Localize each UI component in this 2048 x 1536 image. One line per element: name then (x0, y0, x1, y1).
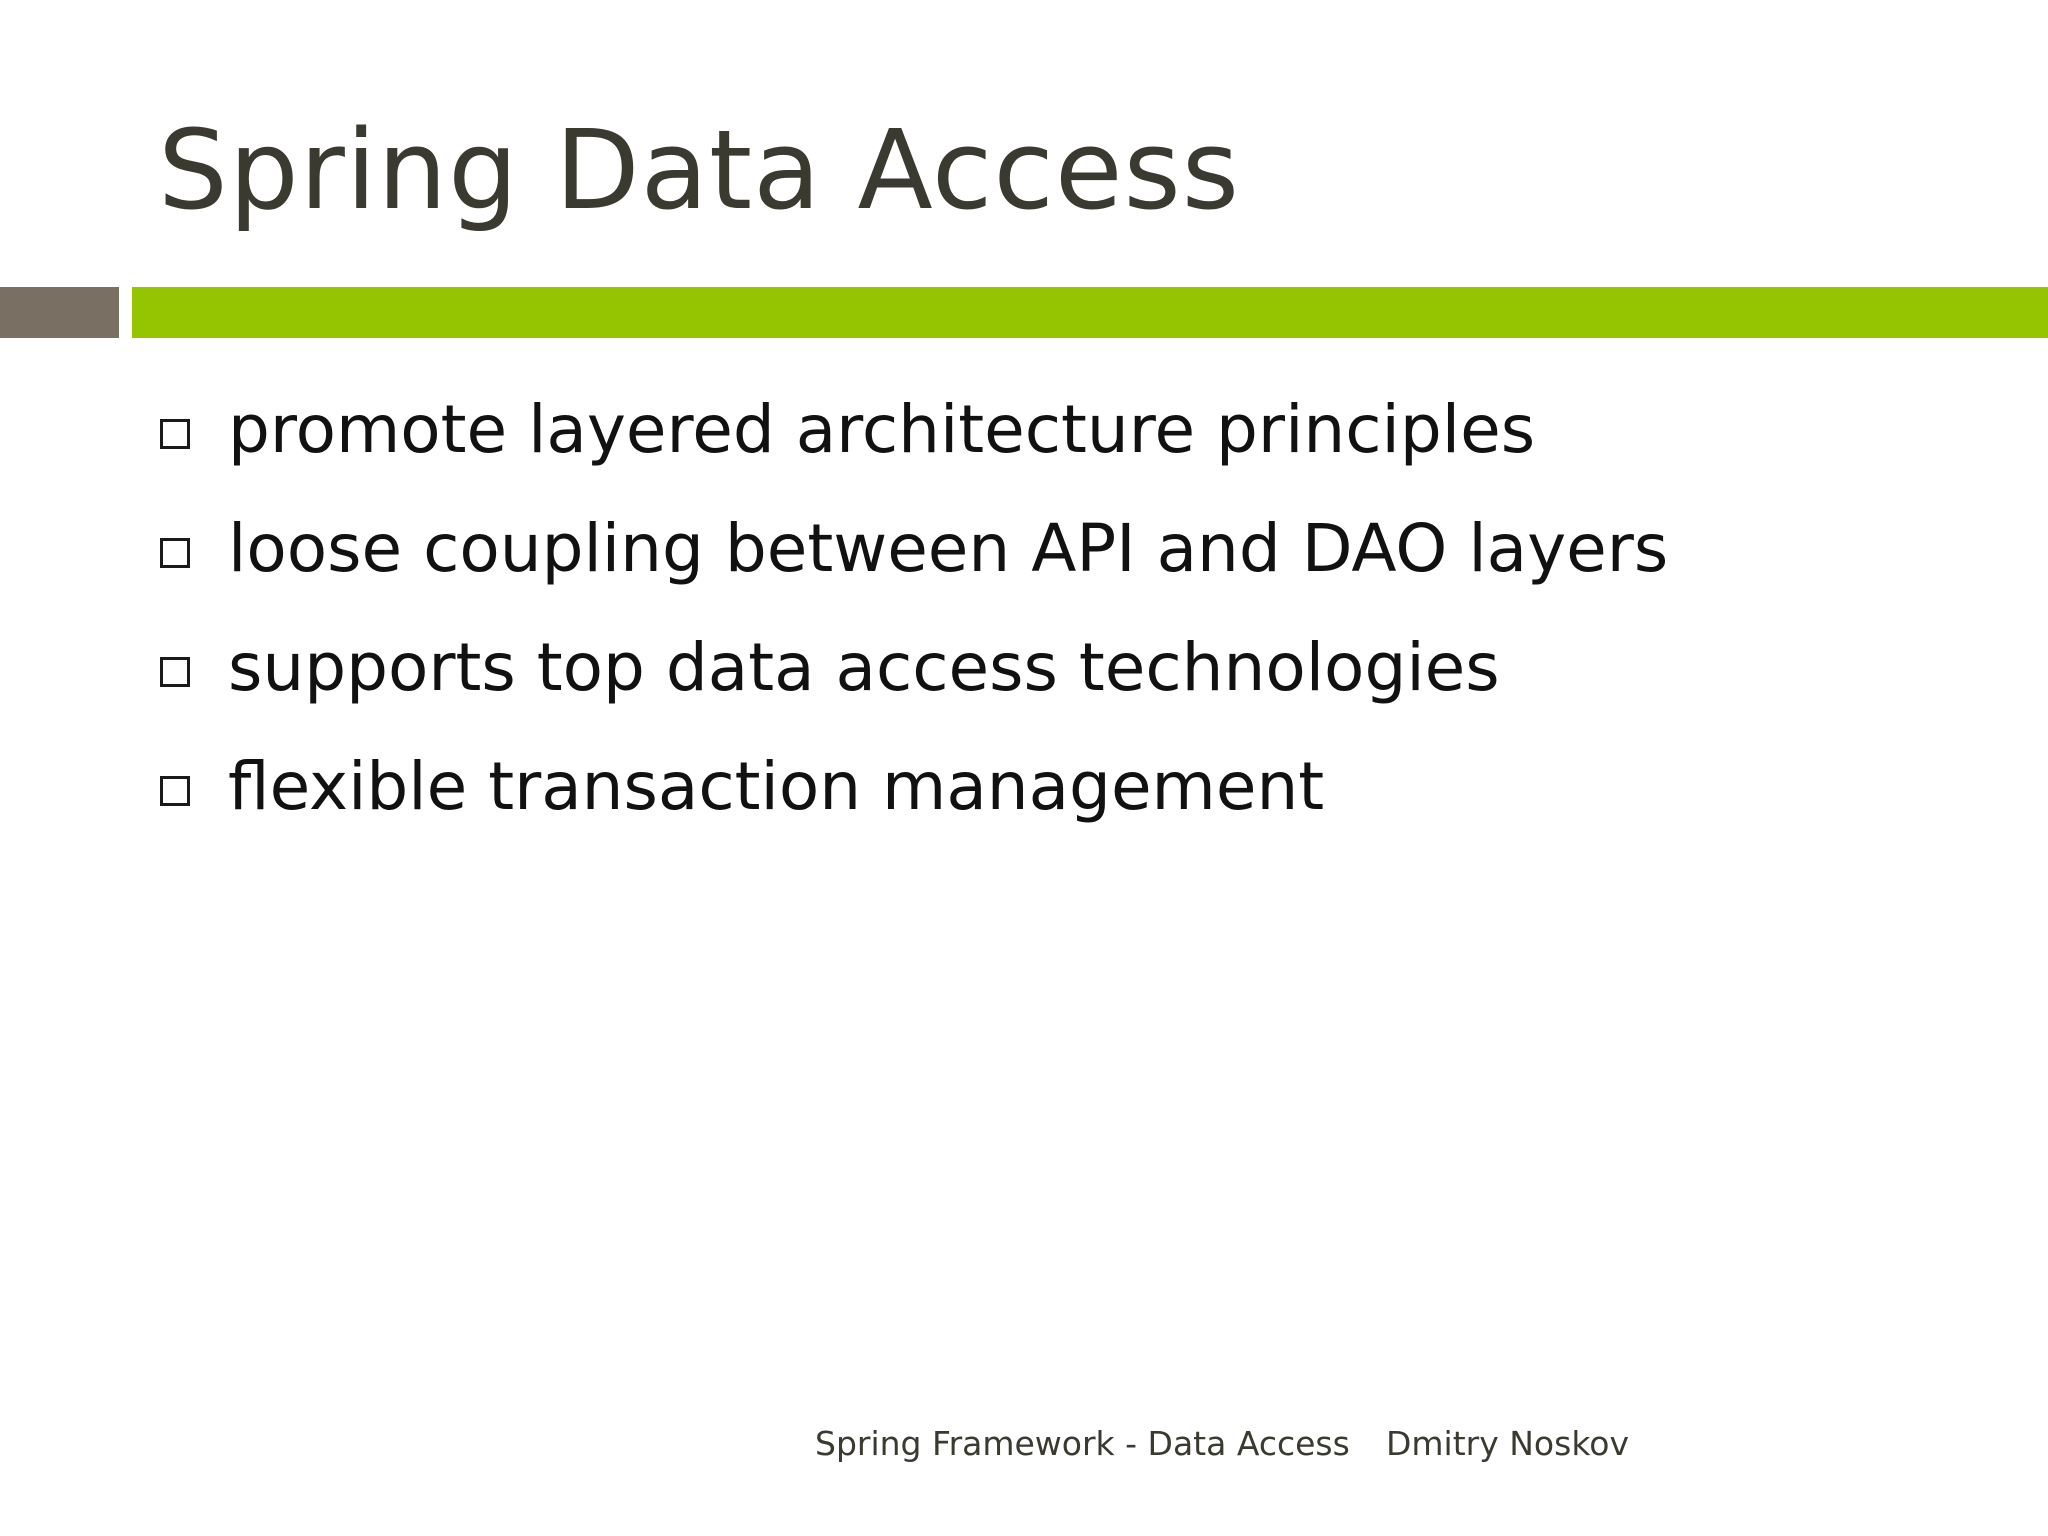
bullet-item (160, 608, 1668, 727)
footer-author: Dmitry Noskov (1386, 1424, 1629, 1463)
square-bullet-icon (160, 657, 190, 687)
square-bullet-icon (160, 538, 190, 568)
square-bullet-icon (160, 419, 190, 449)
bullet-text: promote layered architecture principles (228, 390, 1536, 468)
square-bullet-icon (160, 776, 190, 806)
bullet-text: flexible transaction management (228, 747, 1325, 825)
accent-bar-green (132, 287, 2048, 338)
footer-topic: Spring Framework - Data Access (815, 1424, 1350, 1463)
bullet-text: loose coupling between API and DAO layers (228, 509, 1669, 587)
bullet-list (160, 370, 1668, 846)
bullet-item (160, 727, 1668, 846)
bullet-text: supports top data access technologies (228, 628, 1500, 706)
bullet-item (160, 489, 1668, 608)
bullet-item (160, 370, 1668, 489)
accent-bar-gray (0, 287, 119, 338)
slide-title: Spring Data Access (158, 106, 1241, 234)
